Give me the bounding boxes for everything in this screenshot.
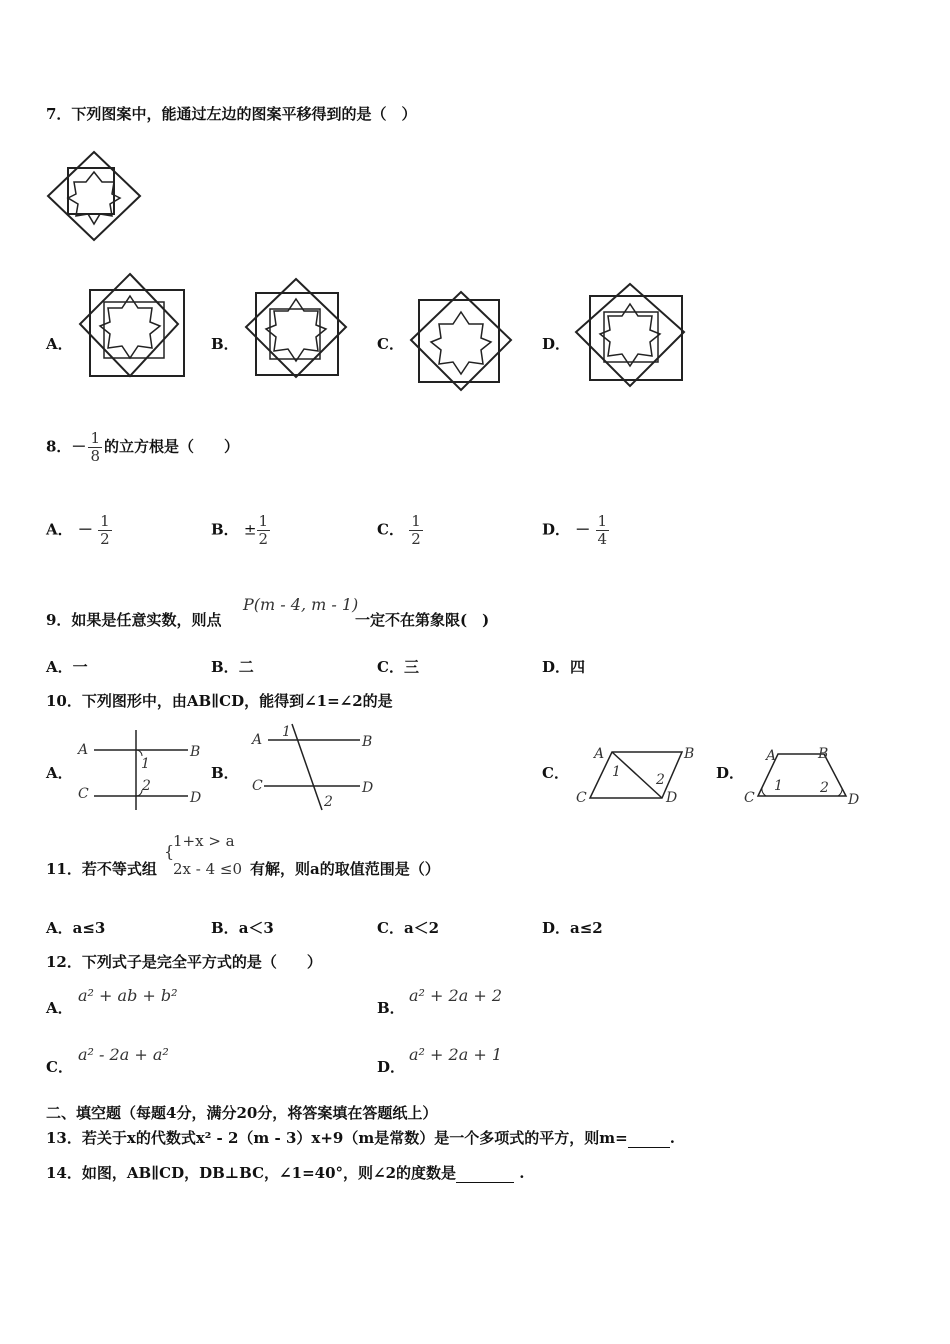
q13-text: 13．若关于x的代数式x² - 2（m - 3）x+9（m是常数）是一个多项式的平方，则m= bbox=[46, 1129, 628, 1147]
q9-option-c-text: 三 bbox=[403, 658, 419, 676]
q10-option-b-figure[interactable] bbox=[250, 722, 382, 812]
q13-end: . bbox=[669, 1129, 675, 1147]
q10c-angle-1: 1 bbox=[612, 764, 621, 780]
q8-option-c-fraction bbox=[409, 513, 423, 548]
q7-option-c-figure[interactable] bbox=[407, 290, 517, 392]
q8-fraction bbox=[88, 430, 102, 465]
q9-option-a[interactable] bbox=[46, 656, 88, 677]
q13-answer-blank[interactable] bbox=[628, 1129, 670, 1148]
q9-option-d-label: D． bbox=[542, 658, 571, 676]
q8-option-d[interactable] bbox=[542, 513, 609, 548]
q9-option-b[interactable] bbox=[211, 656, 254, 677]
q8-option-a-fraction bbox=[98, 513, 112, 548]
q10b-label-c: C bbox=[252, 778, 263, 794]
q10b-label-d: D bbox=[362, 780, 374, 796]
q7-option-b-figure[interactable] bbox=[240, 277, 352, 381]
q7-option-c-label[interactable]: C． bbox=[377, 335, 404, 353]
q7-option-d-label[interactable]: D． bbox=[542, 335, 571, 353]
q9-option-d-text: 四 bbox=[570, 658, 586, 676]
q10d-angle-1: 1 bbox=[774, 778, 783, 794]
q9-suffix: 一定不在第象限( ) bbox=[355, 611, 490, 629]
q11-option-d[interactable] bbox=[542, 917, 603, 938]
q8-option-a[interactable] bbox=[46, 513, 112, 548]
q11-suffix: 有解，则a的取值范围是（） bbox=[250, 860, 440, 878]
q11-inequality-2: 2x - 4 ≤0 bbox=[173, 860, 243, 878]
q7-reference-pattern-figure bbox=[46, 150, 146, 242]
q8-option-d-fraction bbox=[596, 513, 610, 548]
question-12: 12．下列式子是完全平方式的是（ ） bbox=[46, 953, 322, 971]
q8-option-d-label: D． bbox=[542, 520, 571, 539]
q10-option-d-figure[interactable] bbox=[742, 744, 866, 808]
q14-end: . bbox=[519, 1164, 525, 1182]
q10a-angle-1: 1 bbox=[141, 756, 150, 772]
question-10: 10．下列图形中，由AB∥CD，能得到∠1=∠2的是 bbox=[46, 692, 393, 710]
q8-option-a-den: 2 bbox=[100, 530, 110, 548]
q11-option-d-label: D． bbox=[542, 919, 571, 937]
q9-option-a-text: 一 bbox=[72, 658, 88, 676]
q10d-label-d: D bbox=[848, 792, 860, 808]
q8-denominator: 8 bbox=[90, 447, 100, 465]
q10-option-a-label[interactable]: A． bbox=[46, 764, 73, 782]
q12-option-a-label[interactable]: A． bbox=[46, 999, 73, 1017]
q11-option-a[interactable] bbox=[46, 917, 105, 938]
q8-option-d-num: 1 bbox=[597, 512, 608, 530]
q10c-label-b: B bbox=[684, 746, 695, 762]
q8-option-c-label: C． bbox=[377, 520, 404, 539]
q14-text: 14．如图，AB∥CD，DB⊥BC，∠1=40°，则∠2的度数是 bbox=[46, 1164, 457, 1182]
q9-option-b-label: B． bbox=[211, 658, 239, 676]
q8-option-c-num: 1 bbox=[411, 512, 421, 530]
question-13 bbox=[46, 1127, 675, 1148]
q10a-angle-2: 2 bbox=[142, 778, 151, 794]
question-7: 7．下列图案中，能通过左边的图案平移得到的是（ ） bbox=[46, 105, 417, 123]
q10a-label-c: C bbox=[78, 786, 89, 802]
q10c-label-a: A bbox=[594, 746, 605, 762]
q7-option-d-figure[interactable] bbox=[572, 282, 690, 394]
q11-option-c-label: C． bbox=[377, 919, 404, 937]
q9-prefix: 9．如果是任意实数，则点 bbox=[46, 611, 222, 629]
q11-option-b-label: B． bbox=[211, 919, 239, 937]
q8-option-b-label: B． bbox=[211, 520, 239, 539]
q7-option-b-label[interactable]: B． bbox=[211, 335, 239, 353]
q12-option-b-expr[interactable]: a² + 2a + 2 bbox=[409, 986, 503, 1005]
q10b-angle-2: 2 bbox=[324, 794, 333, 810]
q11-option-a-text: a≤3 bbox=[72, 919, 106, 937]
q10d-label-a: A bbox=[766, 748, 777, 764]
q8-option-a-num: 1 bbox=[100, 512, 110, 530]
q11-prefix: 11．若不等式组 bbox=[46, 860, 157, 878]
q11-brace: { bbox=[164, 842, 175, 861]
q10a-label-b: B bbox=[190, 744, 201, 760]
q10a-label-d: D bbox=[190, 790, 202, 806]
q11-option-b[interactable] bbox=[211, 917, 274, 938]
q11-option-c-text: a＜2 bbox=[403, 919, 440, 937]
q12-option-d-expr[interactable]: a² + 2a + 1 bbox=[409, 1045, 503, 1064]
q10d-label-b: B bbox=[818, 746, 829, 762]
q11-option-c[interactable] bbox=[377, 917, 439, 938]
q11-inequality-1: 1+x > a bbox=[173, 832, 235, 850]
q10-option-c-figure[interactable] bbox=[574, 742, 704, 808]
q10c-angle-2: 2 bbox=[656, 772, 665, 788]
q7-option-a-label[interactable]: A． bbox=[46, 335, 73, 353]
q8-option-b[interactable] bbox=[211, 513, 270, 548]
q10-option-c-label[interactable]: C． bbox=[542, 764, 569, 782]
q8-option-b-fraction bbox=[257, 513, 271, 548]
q10-option-d-label[interactable]: D． bbox=[716, 764, 745, 782]
q12-option-c-expr[interactable]: a² - 2a + a² bbox=[78, 1045, 169, 1064]
q8-option-c[interactable] bbox=[377, 513, 423, 548]
q10b-angle-1: 1 bbox=[282, 724, 291, 740]
q8-option-b-num: 1 bbox=[258, 512, 269, 530]
q10-option-a-figure[interactable] bbox=[76, 728, 210, 810]
q8-option-b-sign: ± bbox=[243, 520, 257, 539]
q8-option-a-sign: － bbox=[77, 520, 93, 539]
q9-option-c-label: C． bbox=[377, 658, 404, 676]
q10b-label-a: A bbox=[252, 732, 263, 748]
q8-option-c-den: 2 bbox=[411, 530, 421, 548]
q10-option-b-label[interactable]: B． bbox=[211, 764, 239, 782]
q8-option-d-den: 4 bbox=[597, 530, 608, 548]
q7-option-a-figure[interactable] bbox=[74, 272, 186, 382]
q10b-label-b: B bbox=[362, 734, 373, 750]
question-8 bbox=[46, 430, 239, 465]
q9-option-c[interactable] bbox=[377, 656, 419, 677]
q11-option-a-label: A． bbox=[46, 919, 73, 937]
q10d-angle-2: 2 bbox=[820, 780, 829, 796]
q10c-label-c: C bbox=[576, 790, 587, 806]
question-14 bbox=[46, 1162, 524, 1183]
q9-option-d[interactable] bbox=[542, 656, 585, 677]
q8-numerator: 1 bbox=[90, 429, 100, 447]
q8-option-a-label: A． bbox=[46, 520, 73, 539]
q12-option-a-expr[interactable]: a² + ab + b² bbox=[78, 986, 178, 1005]
section-2-heading: 二、填空题（每题4分，满分20分，将答案填在答题纸上） bbox=[46, 1104, 438, 1122]
q12-option-b-label[interactable]: B． bbox=[377, 999, 405, 1017]
q9-option-a-label: A． bbox=[46, 658, 73, 676]
q12-option-d-label[interactable]: D． bbox=[377, 1058, 406, 1076]
q8-prefix: 8．－ bbox=[46, 437, 87, 456]
q8-option-b-den: 2 bbox=[258, 530, 269, 548]
q8-suffix: 的立方根是（ ） bbox=[103, 437, 239, 456]
q9-point: P(m - 4, m - 1) bbox=[243, 595, 359, 614]
q10d-label-c: C bbox=[744, 790, 755, 806]
q14-answer-blank[interactable] bbox=[456, 1164, 514, 1183]
q8-option-d-sign: － bbox=[575, 520, 591, 539]
q11-option-b-text: a＜3 bbox=[238, 919, 274, 937]
q12-option-c-label[interactable]: C． bbox=[46, 1058, 73, 1076]
q11-option-d-text: a≤2 bbox=[570, 919, 603, 937]
q10a-label-a: A bbox=[78, 742, 89, 758]
q9-option-b-text: 二 bbox=[238, 658, 254, 676]
q10c-label-d: D bbox=[666, 790, 678, 806]
